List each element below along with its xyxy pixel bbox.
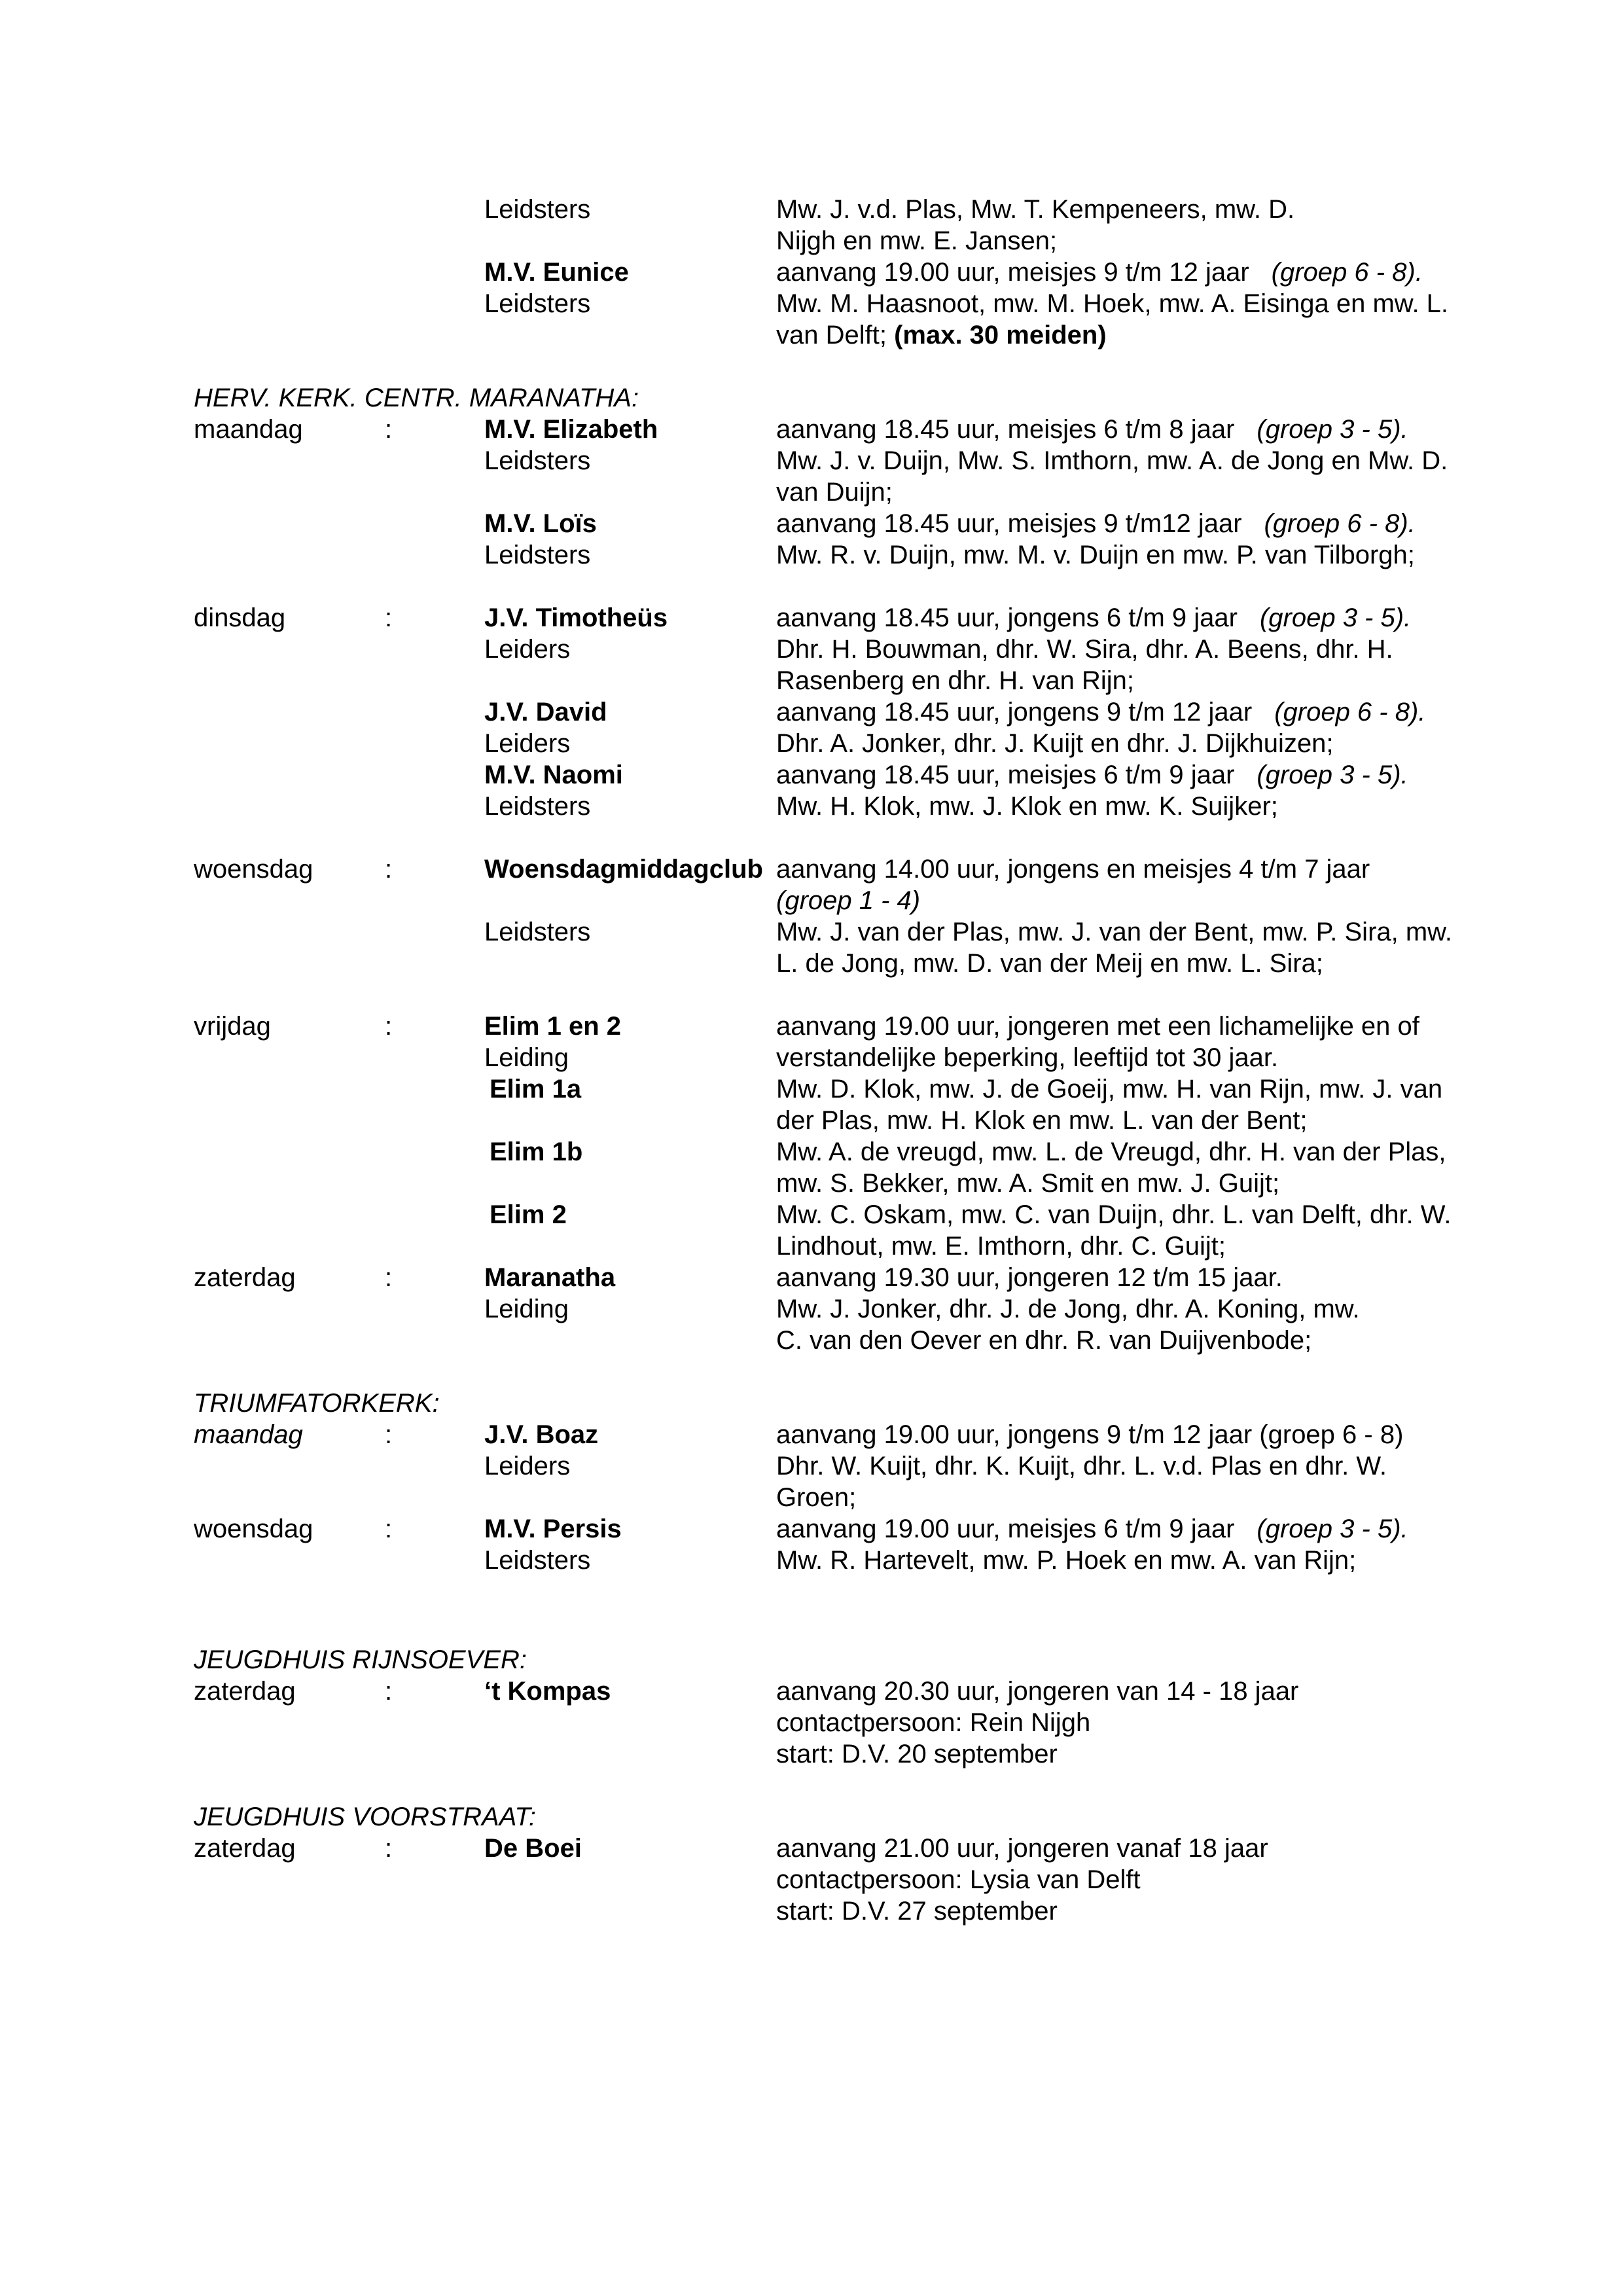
detail-main: aanvang 18.45 uur, jongens 6 t/m 9 jaar <box>776 603 1238 632</box>
detail-text <box>776 445 1448 476</box>
detail-text <box>776 853 1370 885</box>
group-range: (groep 3 - 5). <box>1257 1515 1408 1543</box>
detail-main: aanvang 19.00 uur, meisjes 9 t/m 12 jaar <box>776 258 1249 287</box>
detail-main: Mw. D. Klok, mw. J. de Goeij, mw. H. van Rijn, mw. J. van <box>776 1075 1443 1103</box>
club-name: M.V. Loïs <box>484 509 597 538</box>
detail-text <box>776 1676 1298 1707</box>
detail-main: Mw. J. van der Plas, mw. J. van der Bent, mw. P. Sira, mw. <box>776 918 1452 946</box>
detail-text <box>776 1513 1408 1545</box>
detail-main: Mw. M. Haasnoot, mw. M. Hoek, mw. A. Eisinga en mw. L. <box>776 289 1449 318</box>
detail-text <box>776 1105 1307 1136</box>
role-label: Leidsters <box>484 541 591 569</box>
detail-text <box>776 257 1423 288</box>
detail-main: van Delft; <box>776 321 895 350</box>
role-label: Leiding <box>484 1295 569 1323</box>
club-name: J.V. David <box>484 698 607 726</box>
day-separator: : <box>385 1834 393 1863</box>
day-label: maandag <box>194 1420 303 1449</box>
group-range: (groep 6 - 8). <box>1271 258 1423 287</box>
club-name: ‘t Kompas <box>484 1677 611 1706</box>
section-heading: TRIUMFATORKERK: <box>194 1389 440 1418</box>
detail-bold: (max. 30 meiden) <box>894 321 1107 350</box>
detail-text <box>776 1450 1387 1482</box>
detail-text <box>776 1707 1090 1738</box>
detail-text <box>776 1011 1419 1042</box>
subgroup-name: Elim 2 <box>490 1200 567 1229</box>
day-separator: : <box>385 1420 393 1449</box>
detail-text <box>776 1136 1446 1168</box>
detail-main: verstandelijke beperking, leeftijd tot 30 jaar. <box>776 1043 1279 1072</box>
detail-main: contactpersoon: Rein Nijgh <box>776 1708 1091 1737</box>
detail-text <box>776 791 1278 822</box>
detail-main: aanvang 19.00 uur, meisjes 6 t/m 9 jaar <box>776 1515 1235 1543</box>
detail-text <box>776 225 1057 257</box>
detail-text <box>776 885 920 916</box>
detail-text <box>776 1738 1058 1770</box>
club-name: M.V. Persis <box>484 1515 622 1543</box>
detail-text <box>776 1325 1311 1356</box>
club-name: M.V. Elizabeth <box>484 415 658 444</box>
detail-main: mw. S. Bekker, mw. A. Smit en mw. J. Guijt; <box>776 1169 1280 1198</box>
detail-main: Mw. J. v. Duijn, Mw. S. Imthorn, mw. A. de Jong en Mw. D. <box>776 446 1448 475</box>
day-label: maandag <box>194 415 303 444</box>
group-range: (groep 3 - 5). <box>1259 603 1412 632</box>
detail-text <box>776 602 1411 634</box>
day-separator: : <box>385 855 393 884</box>
role-label: Leiders <box>484 635 571 664</box>
detail-text <box>776 288 1448 319</box>
detail-text <box>776 759 1408 791</box>
day-separator: : <box>385 1263 393 1292</box>
detail-main: Lindhout, mw. E. Imthorn, dhr. C. Guijt; <box>776 1232 1226 1261</box>
role-label: Leidsters <box>484 446 591 475</box>
detail-main: aanvang 14.00 uur, jongens en meisjes 4 t/m 7 jaar <box>776 855 1370 884</box>
detail-main: Mw. J. Jonker, dhr. J. de Jong, dhr. A. Koning, mw. <box>776 1295 1360 1323</box>
club-name: J.V. Boaz <box>484 1420 599 1449</box>
subgroup-name: Elim 1a <box>490 1075 582 1103</box>
club-name: Maranatha <box>484 1263 616 1292</box>
detail-main: Rasenberg en dhr. H. van Rijn; <box>776 666 1134 695</box>
group-range: (groep 6 - 8). <box>1264 509 1416 538</box>
detail-main: aanvang 19.00 uur, jongeren met een lichamelijke en of <box>776 1012 1419 1041</box>
detail-text <box>776 194 1294 225</box>
day-label: vrijdag <box>194 1012 271 1041</box>
detail-main: Dhr. W. Kuijt, dhr. K. Kuijt, dhr. L. v.d. Plas en dhr. W. <box>776 1452 1387 1480</box>
club-name: Elim 1 en 2 <box>484 1012 621 1041</box>
detail-text <box>776 665 1134 696</box>
role-label: Leidsters <box>484 792 591 821</box>
role-label: Leidsters <box>484 1546 591 1575</box>
club-name: J.V. Timotheüs <box>484 603 668 632</box>
detail-text <box>776 319 1107 351</box>
day-label: woensdag <box>194 855 313 884</box>
detail-text <box>776 1833 1268 1864</box>
detail-main: Dhr. H. Bouwman, dhr. W. Sira, dhr. A. Beens, dhr. H. <box>776 635 1393 664</box>
detail-main: start: D.V. 27 september <box>776 1897 1058 1926</box>
detail-main: van Duijn; <box>776 478 893 507</box>
day-label: zaterdag <box>194 1263 296 1292</box>
detail-text <box>776 948 1323 979</box>
role-label: Leidsters <box>484 289 591 318</box>
detail-main: start: D.V. 20 september <box>776 1740 1058 1768</box>
detail-main: Mw. J. v.d. Plas, Mw. T. Kempeneers, mw. D. <box>776 195 1295 224</box>
detail-main: aanvang 19.00 uur, jongens 9 t/m 12 jaar (groep 6 - 8) <box>776 1420 1404 1449</box>
detail-main: Nijgh en mw. E. Jansen; <box>776 226 1058 255</box>
role-label: Leiding <box>484 1043 569 1072</box>
detail-main: Mw. C. Oskam, mw. C. van Duijn, dhr. L. van Delft, dhr. W. <box>776 1200 1452 1229</box>
group-range: (groep 3 - 5). <box>1257 761 1408 789</box>
day-separator: : <box>385 1677 393 1706</box>
detail-text <box>776 1199 1451 1230</box>
detail-main: contactpersoon: Lysia van Delft <box>776 1865 1141 1894</box>
detail-main: C. van den Oever en dhr. R. van Duijvenbode; <box>776 1326 1312 1355</box>
detail-main: aanvang 18.45 uur, meisjes 6 t/m 8 jaar <box>776 415 1235 444</box>
detail-main: Mw. H. Klok, mw. J. Klok en mw. K. Suijker; <box>776 792 1278 821</box>
detail-text <box>776 1042 1278 1073</box>
detail-text <box>776 1293 1360 1325</box>
detail-text <box>776 916 1452 948</box>
club-name: De Boei <box>484 1834 582 1863</box>
detail-main: Mw. R. v. Duijn, mw. M. v. Duijn en mw. P. van Tilborgh; <box>776 541 1415 569</box>
detail-main: aanvang 19.30 uur, jongeren 12 t/m 15 jaar. <box>776 1263 1283 1292</box>
detail-text <box>776 1419 1403 1450</box>
detail-text <box>776 1230 1226 1262</box>
section-heading: JEUGDHUIS VOORSTRAAT: <box>194 1803 537 1831</box>
detail-main: Dhr. A. Jonker, dhr. J. Kuijt en dhr. J. Dijkhuizen; <box>776 729 1334 758</box>
section-heading: JEUGDHUIS RIJNSOEVER: <box>194 1645 527 1674</box>
day-label: zaterdag <box>194 1834 296 1863</box>
club-name: Woensdagmiddagclub <box>484 855 763 884</box>
detail-text <box>776 1073 1442 1105</box>
club-name: M.V. Eunice <box>484 258 629 287</box>
day-separator: : <box>385 1515 393 1543</box>
detail-text <box>776 1545 1356 1576</box>
role-label: Leiders <box>484 729 571 758</box>
detail-text <box>776 634 1393 665</box>
detail-main: aanvang 20.30 uur, jongeren van 14 - 18 jaar <box>776 1677 1299 1706</box>
detail-text <box>776 508 1416 539</box>
detail-text <box>776 728 1334 759</box>
detail-main: L. de Jong, mw. D. van der Meij en mw. L. Sira; <box>776 949 1323 978</box>
detail-text <box>776 1482 856 1513</box>
day-separator: : <box>385 603 393 632</box>
detail-main: der Plas, mw. H. Klok en mw. L. van der Bent; <box>776 1106 1308 1135</box>
detail-text <box>776 696 1425 728</box>
role-label: Leidsters <box>484 918 591 946</box>
day-label: zaterdag <box>194 1677 296 1706</box>
subgroup-name: Elim 1b <box>490 1138 583 1166</box>
detail-text <box>776 1895 1058 1927</box>
detail-text <box>776 1262 1283 1293</box>
day-label: woensdag <box>194 1515 313 1543</box>
group-range: (groep 6 - 8). <box>1274 698 1426 726</box>
detail-main: Groen; <box>776 1483 857 1512</box>
detail-main: aanvang 21.00 uur, jongeren vanaf 18 jaar <box>776 1834 1268 1863</box>
detail-text <box>776 414 1408 445</box>
day-separator: : <box>385 415 393 444</box>
club-name: M.V. Naomi <box>484 761 623 789</box>
detail-main: aanvang 18.45 uur, jongens 9 t/m 12 jaar <box>776 698 1253 726</box>
role-label: Leidsters <box>484 195 591 224</box>
role-label: Leiders <box>484 1452 571 1480</box>
detail-text <box>776 1168 1279 1199</box>
detail-main: Mw. A. de vreugd, mw. L. de Vreugd, dhr. H. van der Plas, <box>776 1138 1446 1166</box>
day-separator: : <box>385 1012 393 1041</box>
section-heading: HERV. KERK. CENTR. MARANATHA: <box>194 384 639 412</box>
day-label: dinsdag <box>194 603 286 632</box>
detail-text <box>776 1864 1141 1895</box>
detail-text <box>776 539 1415 571</box>
detail-italic: (groep 1 - 4) <box>776 886 921 915</box>
detail-text <box>776 476 893 508</box>
group-range: (groep 3 - 5). <box>1257 415 1408 444</box>
detail-main: Mw. R. Hartevelt, mw. P. Hoek en mw. A. van Rijn; <box>776 1546 1357 1575</box>
detail-main: aanvang 18.45 uur, meisjes 6 t/m 9 jaar <box>776 761 1235 789</box>
detail-main: aanvang 18.45 uur, meisjes 9 t/m12 jaar <box>776 509 1242 538</box>
